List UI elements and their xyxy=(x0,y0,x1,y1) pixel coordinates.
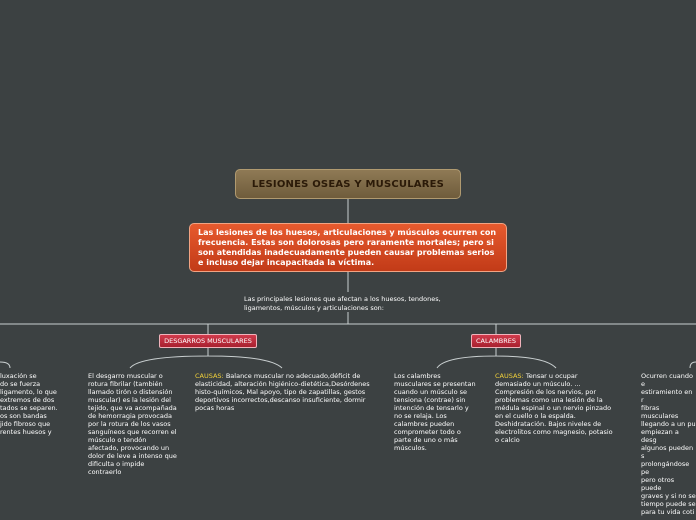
topic-calambres-label: CALAMBRES xyxy=(475,337,517,345)
desgarros-causes-label: CAUSAS: xyxy=(195,372,224,380)
intro-node[interactable] xyxy=(189,223,507,272)
desgarros-causes-text: Balance muscular no adecuado,déficit de elasticidad, alteración higiénico-dietética,Desórdenes histo-químicos, Mal apoyo, tipo de zapatillas, gestos deportivos incorrectos,descanso insuficiente, dormir pocas horas xyxy=(195,372,370,412)
luxacion-text: luxación se do se fuerza ligamento, lo que extremos de dos tados se separen. os son bandas jido fibroso que rentes huesos y xyxy=(0,372,58,436)
calambres-causes xyxy=(495,372,620,444)
central-topic[interactable] xyxy=(235,169,461,199)
intro-text: Las lesiones de los huesos, articulaciones y músculos ocurren con frecuencia. Estas son dolorosas pero raramente mortales; pero si son atendidas inadecuadamente pueden causar problemas serios e incluso dejar incapacitada la víctima. xyxy=(198,228,497,267)
topic-calambres[interactable] xyxy=(471,334,521,348)
calambres-definition: Los calambres musculares se presentan cuando un músculo se tensiona (contrae) sin intención de tensarlo y no se relaja. Los calambres pueden comprometer todo o parte de uno o más músculos. xyxy=(394,372,476,452)
topic-desgarros-label: DESGARROS MUSCULARES xyxy=(164,337,252,345)
lead-text: Las principales lesiones que afectan a los huesos, tendones, ligamentos, músculos y articulaciones son: xyxy=(244,295,441,312)
desgarros-definition: El desgarro muscular o rotura fibrilar (también llamado tirón o distensión muscular) es la lesión del tejido, que va acompañada de hemorragia provocada por la rotura de los vasos sanguíneos que recorren el músculo o tendón afectado, provocando un dolor de leve a intenso que dificulta o impide contraerlo xyxy=(88,372,177,476)
central-topic-label: LESIONES OSEAS Y MUSCULARES xyxy=(251,178,445,190)
calambres-causes-text: Tensar u ocupar demasiado un músculo. ... Compresión de los nervios, por problemas como una lesión de la médula espinal o un nervio pinzado en el cuello o la espalda. Deshidratación. Bajos niveles de electrolitos como magnesio, potasio o calcio xyxy=(495,372,613,444)
fracturas-text: Ocurren cuando e estiramiento en r fibras musculares llegando a un pu empiezan a desg algunos pueden s prolongándose pe pero otros puede graves y si no se tiempo puede se para tu vida coti xyxy=(641,372,696,516)
topic-desgarros-musculares[interactable] xyxy=(159,334,257,348)
calambres-causes-label: CAUSAS: xyxy=(495,372,524,380)
desgarros-causes xyxy=(195,372,375,412)
